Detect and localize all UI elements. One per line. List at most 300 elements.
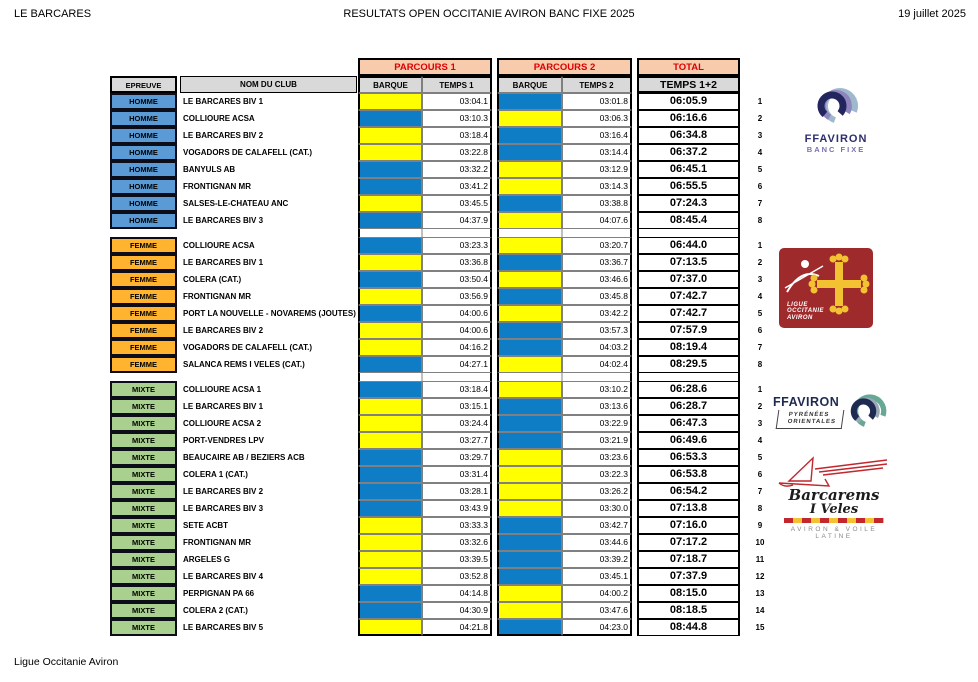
epreuve-cell: FEMME — [110, 305, 177, 322]
total-time-cell: 08:15.0 — [637, 585, 740, 602]
gap-temps1 — [422, 229, 492, 237]
barque1-color-cell — [358, 237, 422, 254]
barque1-column-header: BARQUE — [358, 76, 422, 93]
temps1-cell: 03:29.7 — [422, 449, 492, 466]
epreuve-cell: MIXTE — [110, 551, 177, 568]
club-name-cell: COLERA 2 (CAT.) — [183, 606, 248, 615]
total-group-header: TOTAL — [637, 58, 740, 76]
epreuve-cell: MIXTE — [110, 585, 177, 602]
rank-cell: 2 — [757, 114, 763, 123]
total-time-cell: 06:16.6 — [637, 110, 740, 127]
barque2-color-cell — [497, 602, 562, 619]
temps2-cell: 03:26.2 — [562, 483, 632, 500]
rank-cell: 3 — [757, 275, 763, 284]
barque2-color-cell — [497, 305, 562, 322]
club-name-cell: PERPIGNAN PA 66 — [183, 589, 255, 598]
rank-cell: 5 — [757, 453, 763, 462]
total-time-cell: 06:44.0 — [637, 237, 740, 254]
temps2-cell: 03:42.2 — [562, 305, 632, 322]
rank-cell: 4 — [757, 436, 763, 445]
temps2-column-header: TEMPS 2 — [562, 76, 632, 93]
club-column-header: NOM DU CLUB — [180, 76, 357, 93]
temps2-cell: 03:38.8 — [562, 195, 632, 212]
total-time-cell: 06:05.9 — [637, 93, 740, 110]
total-time-cell: 06:34.8 — [637, 127, 740, 144]
total-time-cell: 08:44.8 — [637, 619, 740, 636]
ligue-logo-line3: AVIRON — [787, 314, 813, 321]
epreuve-cell: MIXTE — [110, 381, 177, 398]
epreuve-cell: FEMME — [110, 339, 177, 356]
rank-cell: 6 — [757, 326, 763, 335]
temps2-cell: 03:44.6 — [562, 534, 632, 551]
table-row — [110, 551, 770, 568]
rank-cell: 1 — [757, 385, 763, 394]
ffaviron-pyrenees-orientales-logo — [773, 386, 891, 438]
rank-cell: 11 — [755, 555, 765, 564]
total-time-cell: 07:17.2 — [637, 534, 740, 551]
table-row — [110, 195, 770, 212]
table-body — [110, 93, 770, 636]
barque2-color-cell — [497, 110, 562, 127]
temps2-cell: 03:47.6 — [562, 602, 632, 619]
rank-cell: 6 — [757, 470, 763, 479]
temps1-cell: 03:41.2 — [422, 178, 492, 195]
club-name-cell: LE BARCARES BIV 1 — [183, 402, 264, 411]
club-name-cell: BEAUCAIRE AB / BEZIERS ACB — [183, 453, 305, 462]
temps2-cell: 03:12.9 — [562, 161, 632, 178]
temps2-cell: 04:02.4 — [562, 356, 632, 373]
barque1-color-cell — [358, 517, 422, 534]
epreuve-cell: HOMME — [110, 127, 177, 144]
barque1-color-cell — [358, 93, 422, 110]
ligue-logo-text — [787, 302, 824, 322]
barque2-color-cell — [497, 93, 562, 110]
club-name-cell: BANYULS AB — [183, 165, 236, 174]
table-row — [110, 212, 770, 229]
barque1-color-cell — [358, 195, 422, 212]
gap-barque2 — [497, 373, 562, 381]
temps2-cell: 03:39.2 — [562, 551, 632, 568]
section-gap-row — [110, 373, 770, 381]
event-date: 19 juillet 2025 — [898, 8, 966, 20]
table-row — [110, 398, 770, 415]
barque1-color-cell — [358, 178, 422, 195]
table-row — [110, 619, 770, 636]
group-header-row — [110, 58, 770, 76]
table-row — [110, 449, 770, 466]
table-row — [110, 466, 770, 483]
epreuve-cell: MIXTE — [110, 602, 177, 619]
barque2-color-cell — [497, 517, 562, 534]
rank-cell: 15 — [755, 623, 765, 632]
barque1-color-cell — [358, 127, 422, 144]
table-row — [110, 305, 770, 322]
epreuve-cell: MIXTE — [110, 534, 177, 551]
table-row — [110, 415, 770, 432]
epreuve-cell: HOMME — [110, 212, 177, 229]
parcours1-group-header: PARCOURS 1 — [358, 58, 492, 76]
barque2-color-cell — [497, 619, 562, 636]
temps1-cell: 03:56.9 — [422, 288, 492, 305]
pyrenees-logo-line2: PYRÉNÉES — [788, 412, 830, 418]
temps2-cell: 03:16.4 — [562, 127, 632, 144]
barque1-color-cell — [358, 339, 422, 356]
gap-barque1 — [358, 373, 422, 381]
club-name-cell: LE BARCARES BIV 3 — [183, 216, 264, 225]
ligue-occitanie-aviron-logo — [779, 248, 873, 328]
club-name-cell: LE BARCARES BIV 5 — [183, 623, 264, 632]
club-name-cell: COLERA 1 (CAT.) — [183, 470, 248, 479]
temps1-cell: 03:36.8 — [422, 254, 492, 271]
table-row — [110, 381, 770, 398]
club-name-cell: COLLIOURE ACSA — [183, 241, 255, 250]
banc-fixe-logo-line1: FFAVIRON — [804, 133, 868, 145]
club-name-cell: COLLIOURE ACSA 2 — [183, 419, 262, 428]
club-name-cell: COLLIOURE ACSA — [183, 114, 255, 123]
barque2-color-cell — [497, 127, 562, 144]
temps2-cell: 03:45.8 — [562, 288, 632, 305]
barque2-color-cell — [497, 195, 562, 212]
barque2-color-cell — [497, 398, 562, 415]
barcarems-logo-line3: AVIRON & VOILE LATINE — [790, 526, 878, 540]
epreuve-cell: MIXTE — [110, 500, 177, 517]
temps2-cell: 04:03.2 — [562, 339, 632, 356]
total-time-cell: 07:13.8 — [637, 500, 740, 517]
parcours2-group-header: PARCOURS 2 — [497, 58, 632, 76]
total-time-cell: 07:37.0 — [637, 271, 740, 288]
club-name-cell: FRONTIGNAN MR — [183, 538, 251, 547]
barque1-color-cell — [358, 551, 422, 568]
temps1-column-header: TEMPS 1 — [422, 76, 492, 93]
barque2-color-cell — [497, 534, 562, 551]
rank-cell: 8 — [757, 504, 763, 513]
table-row — [110, 110, 770, 127]
barque2-color-cell — [497, 237, 562, 254]
table-row — [110, 288, 770, 305]
table-row — [110, 534, 770, 551]
temps1-cell: 03:45.5 — [422, 195, 492, 212]
temps1-cell: 03:18.4 — [422, 381, 492, 398]
total-time-cell: 07:24.3 — [637, 195, 740, 212]
barque1-color-cell — [358, 305, 422, 322]
club-name-cell: PORT LA NOUVELLE - NOVAREMS (JOUTES) — [183, 309, 356, 318]
total-time-cell: 06:53.3 — [637, 449, 740, 466]
group-header-spacer — [110, 58, 358, 76]
rank-cell: 8 — [757, 360, 763, 369]
temps1-cell: 03:28.1 — [422, 483, 492, 500]
epreuve-cell: MIXTE — [110, 449, 177, 466]
table-row — [110, 483, 770, 500]
club-name-cell: LE BARCARES BIV 4 — [183, 572, 264, 581]
epreuve-cell: HOMME — [110, 110, 177, 127]
club-name-cell: LE BARCARES BIV 2 — [183, 487, 264, 496]
epreuve-cell: MIXTE — [110, 483, 177, 500]
rank-cell: 4 — [757, 292, 763, 301]
club-name-cell: FRONTIGNAN MR — [183, 182, 251, 191]
epreuve-cell: MIXTE — [110, 432, 177, 449]
table-row — [110, 271, 770, 288]
table-row — [110, 144, 770, 161]
event-location: LE BARCARES — [14, 8, 92, 20]
gap-barque2 — [497, 229, 562, 237]
temps1-cell: 04:21.8 — [422, 619, 492, 636]
rank-cell: 7 — [757, 487, 763, 496]
temps1-cell: 03:22.8 — [422, 144, 492, 161]
club-name-cell: VOGADORS DE CALAFELL (CAT.) — [183, 343, 313, 352]
table-row — [110, 432, 770, 449]
epreuve-cell: FEMME — [110, 271, 177, 288]
total-time-cell: 07:57.9 — [637, 322, 740, 339]
barque2-color-cell — [497, 356, 562, 373]
barcarems-logo-line2: I Veles — [809, 502, 859, 517]
temps1-cell: 04:37.9 — [422, 212, 492, 229]
rank-cell: 6 — [757, 182, 763, 191]
temps2-cell: 03:22.3 — [562, 466, 632, 483]
club-name-cell: SALSES-LE-CHATEAU ANC — [183, 199, 289, 208]
temps1-cell: 03:32.6 — [422, 534, 492, 551]
temps2-cell: 03:36.7 — [562, 254, 632, 271]
barque2-color-cell — [497, 415, 562, 432]
temps1-cell: 03:04.1 — [422, 93, 492, 110]
temps1-cell: 04:00.6 — [422, 322, 492, 339]
epreuve-column-header: EPREUVE — [110, 76, 177, 93]
club-name-cell: FRONTIGNAN MR — [183, 292, 251, 301]
temps1-cell: 03:23.3 — [422, 237, 492, 254]
rank-cell: 3 — [757, 419, 763, 428]
barque2-color-cell — [497, 339, 562, 356]
total-time-cell: 06:28.7 — [637, 398, 740, 415]
total-time-cell: 07:13.5 — [637, 254, 740, 271]
total-column-header: TEMPS 1+2 — [637, 76, 740, 93]
barque1-color-cell — [358, 398, 422, 415]
barque2-color-cell — [497, 568, 562, 585]
barque2-color-cell — [497, 483, 562, 500]
rank-cell: 5 — [757, 165, 763, 174]
total-time-cell: 07:16.0 — [637, 517, 740, 534]
barque1-color-cell — [358, 288, 422, 305]
table-row — [110, 517, 770, 534]
barque1-color-cell — [358, 619, 422, 636]
club-name-cell: SETE ACBT — [183, 521, 229, 530]
epreuve-cell: HOMME — [110, 195, 177, 212]
total-time-cell: 08:18.5 — [637, 602, 740, 619]
barque1-color-cell — [358, 415, 422, 432]
barque2-color-cell — [497, 449, 562, 466]
barque2-color-cell — [497, 178, 562, 195]
temps1-cell: 03:32.2 — [422, 161, 492, 178]
total-time-cell: 06:55.5 — [637, 178, 740, 195]
rank-cell: 8 — [757, 216, 763, 225]
barque1-color-cell — [358, 271, 422, 288]
total-time-cell: 06:49.6 — [637, 432, 740, 449]
rank-cell: 3 — [757, 131, 763, 140]
rank-cell: 13 — [755, 589, 765, 598]
temps1-cell: 03:18.4 — [422, 127, 492, 144]
temps2-cell: 03:06.3 — [562, 110, 632, 127]
barque1-color-cell — [358, 466, 422, 483]
rank-cell: 10 — [755, 538, 765, 547]
table-row — [110, 254, 770, 271]
banc-fixe-logo-line2: BANC FIXE — [806, 145, 866, 154]
club-name-cell: COLLIOURE ACSA 1 — [183, 385, 262, 394]
barque1-color-cell — [358, 449, 422, 466]
temps2-cell: 03:13.6 — [562, 398, 632, 415]
club-name-cell: PORT-VENDRES LPV — [183, 436, 264, 445]
temps1-cell: 03:33.3 — [422, 517, 492, 534]
total-time-cell: 06:47.3 — [637, 415, 740, 432]
club-name-cell: ARGELES G — [183, 555, 231, 564]
barque1-color-cell — [358, 161, 422, 178]
epreuve-cell: FEMME — [110, 322, 177, 339]
club-name-cell: LE BARCARES BIV 2 — [183, 326, 264, 335]
temps1-cell: 04:30.9 — [422, 602, 492, 619]
temps1-cell: 04:16.2 — [422, 339, 492, 356]
temps2-cell: 03:42.7 — [562, 517, 632, 534]
temps1-cell: 04:00.6 — [422, 305, 492, 322]
table-row — [110, 161, 770, 178]
gap-total — [637, 229, 740, 237]
epreuve-cell: HOMME — [110, 178, 177, 195]
temps2-cell: 03:21.9 — [562, 432, 632, 449]
epreuve-cell: HOMME — [110, 161, 177, 178]
temps1-cell: 03:27.7 — [422, 432, 492, 449]
rank-cell: 7 — [757, 343, 763, 352]
temps1-cell: 03:31.4 — [422, 466, 492, 483]
pyrenees-swoosh-icon — [845, 386, 891, 438]
results-table — [110, 58, 770, 636]
temps1-cell: 03:39.5 — [422, 551, 492, 568]
rank-cell: 4 — [757, 148, 763, 157]
barque1-color-cell — [358, 432, 422, 449]
page-title: RESULTATS OPEN OCCITANIE AVIRON BANC FIXE 2025 — [343, 8, 635, 20]
barque2-color-cell — [497, 381, 562, 398]
barcarems-i-veles-logo — [770, 455, 898, 540]
barque1-color-cell — [358, 144, 422, 161]
barque1-color-cell — [358, 322, 422, 339]
total-time-cell: 07:42.7 — [637, 288, 740, 305]
rank-cell: 2 — [757, 258, 763, 267]
rank-cell: 14 — [755, 606, 765, 615]
temps1-cell: 03:43.9 — [422, 500, 492, 517]
table-row — [110, 602, 770, 619]
barcarems-logo-line1: Barcarems — [788, 486, 880, 504]
total-time-cell: 08:29.5 — [637, 356, 740, 373]
total-time-cell: 06:54.2 — [637, 483, 740, 500]
club-name-cell: LE BARCARES BIV 1 — [183, 258, 264, 267]
temps2-cell: 04:00.2 — [562, 585, 632, 602]
temps1-cell: 03:10.3 — [422, 110, 492, 127]
barque2-color-cell — [497, 500, 562, 517]
barque1-color-cell — [358, 534, 422, 551]
gap-total — [637, 373, 740, 381]
gap-temps2 — [562, 373, 632, 381]
temps1-cell: 03:24.4 — [422, 415, 492, 432]
ligue-logo-line2: OCCITANIE — [787, 308, 825, 314]
temps1-cell: 03:15.1 — [422, 398, 492, 415]
epreuve-cell: MIXTE — [110, 466, 177, 483]
rank-cell: 12 — [755, 572, 765, 581]
barque1-color-cell — [358, 110, 422, 127]
club-name-cell: SALANCA REMS I VELES (CAT.) — [183, 360, 305, 369]
gap-barque1 — [358, 229, 422, 237]
barque1-color-cell — [358, 500, 422, 517]
barque2-color-cell — [497, 288, 562, 305]
barque2-column-header: BARQUE — [497, 76, 562, 93]
epreuve-cell: MIXTE — [110, 415, 177, 432]
rank-cell: 9 — [757, 521, 763, 530]
ffaviron-banc-fixe-logo — [792, 86, 880, 154]
table-row — [110, 339, 770, 356]
barque2-color-cell — [497, 212, 562, 229]
temps2-cell: 03:22.9 — [562, 415, 632, 432]
total-time-cell: 07:42.7 — [637, 305, 740, 322]
epreuve-cell: FEMME — [110, 288, 177, 305]
gap-temps2 — [562, 229, 632, 237]
pyrenees-logo-line3: ORIENTALES — [787, 419, 837, 425]
club-name-cell: LE BARCARES BIV 1 — [183, 97, 264, 106]
barque2-color-cell — [497, 254, 562, 271]
barque1-color-cell — [358, 356, 422, 373]
epreuve-cell: FEMME — [110, 254, 177, 271]
lateen-boat-icon — [775, 455, 893, 489]
barque1-color-cell — [358, 568, 422, 585]
rank-cell: 7 — [757, 199, 763, 208]
section-gap-row — [110, 229, 770, 237]
total-time-cell: 06:28.6 — [637, 381, 740, 398]
table-row — [110, 93, 770, 110]
barque2-color-cell — [497, 144, 562, 161]
column-header-row — [110, 76, 770, 93]
barque2-color-cell — [497, 585, 562, 602]
epreuve-cell: HOMME — [110, 144, 177, 161]
gap-spacer — [110, 229, 358, 237]
table-row — [110, 178, 770, 195]
barque1-color-cell — [358, 254, 422, 271]
total-time-cell: 08:19.4 — [637, 339, 740, 356]
rank-cell: 1 — [757, 241, 763, 250]
barque2-color-cell — [497, 271, 562, 288]
temps2-cell: 03:01.8 — [562, 93, 632, 110]
temps2-cell: 03:10.2 — [562, 381, 632, 398]
temps2-cell: 04:23.0 — [562, 619, 632, 636]
rank-cell: 2 — [757, 402, 763, 411]
temps2-cell: 03:57.3 — [562, 322, 632, 339]
barque2-color-cell — [497, 551, 562, 568]
barque1-color-cell — [358, 602, 422, 619]
rank-cell: 1 — [757, 97, 763, 106]
temps2-cell: 03:14.3 — [562, 178, 632, 195]
temps2-cell: 04:07.6 — [562, 212, 632, 229]
ligue-logo-line1: LIGUE — [787, 301, 808, 308]
pyrenees-logo-line1: FFAVIRON — [773, 395, 840, 409]
total-time-cell: 08:45.4 — [637, 212, 740, 229]
temps2-cell: 03:20.7 — [562, 237, 632, 254]
table-row — [110, 585, 770, 602]
club-name-cell: LE BARCARES BIV 3 — [183, 504, 264, 513]
epreuve-cell: MIXTE — [110, 398, 177, 415]
barque2-color-cell — [497, 322, 562, 339]
barque2-color-cell — [497, 466, 562, 483]
epreuve-cell: MIXTE — [110, 619, 177, 636]
barque1-color-cell — [358, 212, 422, 229]
temps1-cell: 03:50.4 — [422, 271, 492, 288]
table-row — [110, 127, 770, 144]
temps1-cell: 04:14.8 — [422, 585, 492, 602]
table-row — [110, 500, 770, 517]
table-row — [110, 237, 770, 254]
total-time-cell: 07:18.7 — [637, 551, 740, 568]
total-time-cell: 07:37.9 — [637, 568, 740, 585]
